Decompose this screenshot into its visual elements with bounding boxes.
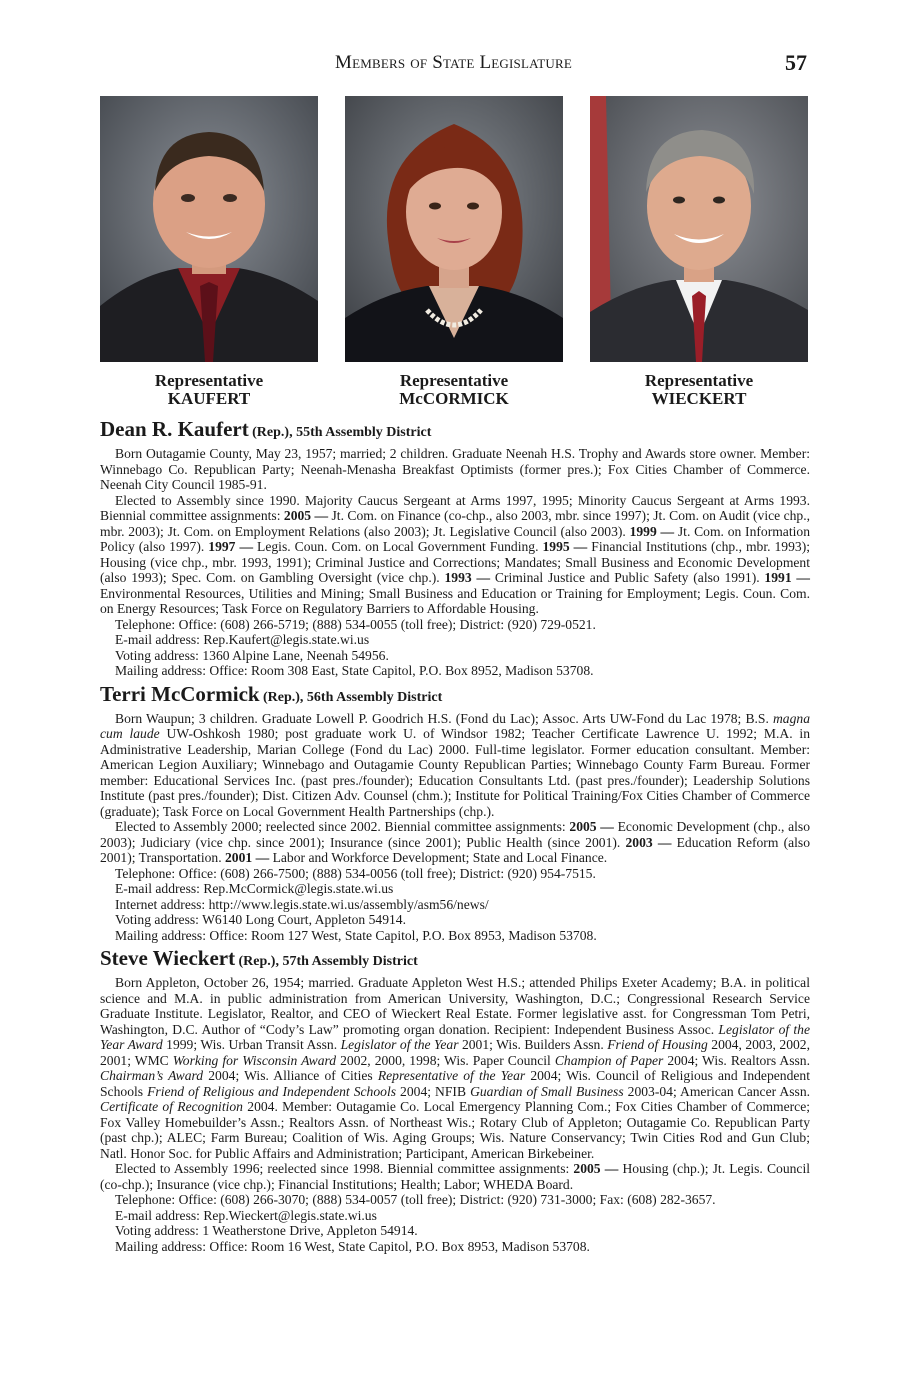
portrait-caption-kaufert: [100, 372, 318, 408]
member-email: E-mail address: Rep.McCormick@legis.state.wi.us: [115, 881, 394, 896]
member-party-district: (Rep.), 55th Assembly District: [252, 425, 432, 440]
portrait-card-mccormick: [345, 96, 563, 408]
member-bio: Born Appleton, October 26, 1954; married. Graduate Appleton West H.S.; attended Philips Exeter Academy; B.A. in political science and M.A. in public administration from American University, Washington, D.C.; Congressional Research Service Graduate Institute. Legislator, Realtor, and CEO of Wieckert Real Estate. Former legislative asst. for Congressman Tom Petri, Washington, D.C. Author of “Cody’s Law” promoting organ donation. Recipient: Independent Business Assoc. Legislator of the Year Award 1999; Wis. Urban Transit Assn. Legislator of the Year 2001; Wis. Builders Assn. Friend of Housing 2004, 2003, 2002, 2001; WMC Working for Wisconsin Award 2002, 2000, 1998; Wis. Paper Council Champion of Paper 2004; Wis. Realtors Assn. Chairman’s Award 2004; Wis. Alliance of Cities Representative of the Year 2004; Wis. Council of Religious and Independent Schools Friend of Religious and Independent Schools 2004; NFIB Guardian of Small Business 2003-04; American Cancer Assn. Certificate of Recognition 2004. Member: Outagamie Co. Local Emergency Planning Com.; Fox Cities Chamber of Commerce; Fox Valley Homebuilder’s Assn.; Realtors Assn. of Northeast Wis.; Rotary Club of Appleton; Outagamie Co. Republican Party (past chp.); ALEC; Farm Bureau; Coalition of Wis. Aging Groups; Wis. Nature Conservancy; Twin Cities Rod and Gun Club; Natl. Honor Soc. for Public Affairs and Administration; Participant, American Birkebeiner.: [100, 975, 811, 1161]
portrait-card-wieckert: [590, 96, 808, 408]
member-heading: [100, 947, 810, 973]
portrait-photo-mccormick: [345, 96, 563, 362]
member-internet-address: Internet address: http://www.legis.state.wi.us/assembly/asm56/news/: [115, 896, 489, 912]
member-party-district: (Rep.), 57th Assembly District: [238, 954, 418, 969]
member-entry-mccormick: [100, 683, 810, 944]
biography-content: [100, 414, 810, 1254]
member-bio: Born Waupun; 3 children. Graduate Lowell P. Goodrich H.S. (Fond du Lac); Assoc. Arts UW-Fond du Lac 1978; B.S. magna cum laude UW-Oshkosh 1980; post graduate work U. of Windsor 1982; Teacher Certificate Lawrence U. 1992; M.A. in Administrative Leadership, Marian College (Fond du Lac) 2000. Full-time legislator. Former education consultant. Member: American Legion Auxiliary; Winnebago and Outagamie County Republican Parties; Winnebago County Farm Bureau. Former member: Educational Services Inc. (past pres./founder); Education Consultants Ltd. (past pres./founder); Leadership Solutions Institute (past pres./founder); Dist. Citizen Adv. Counsel (chm.); Institute for Political Training/Fox Cities Chamber of Commerce (graduate); Task Force on Local Government Health Partnerships (chp.).: [100, 710, 811, 819]
portrait-image: [345, 96, 563, 362]
member-telephone: Telephone: Office: (608) 266-5719; (888) 534-0055 (toll free); District: (920) 729-0521.: [115, 616, 596, 632]
member-email: E-mail address: Rep.Kaufert@legis.state.wi.us: [115, 632, 370, 647]
member-mailing-address: Mailing address: Office: Room 308 East, State Capitol, P.O. Box 8952, Madison 53708.: [115, 663, 594, 678]
page-number: 57: [785, 50, 807, 75]
member-bio: Born Outagamie County, May 23, 1957; married; 2 children. Graduate Neenah H.S. Trophy and Awards store owner. Member: Winnebago Co. Republican Party; Neenah-Menasha Breakfast Optimists (former pres.); Fox Cities Chamber of Commerce. Neenah City Council 1985-91.: [100, 446, 810, 492]
caption-title: Representative: [399, 371, 509, 390]
member-mailing-address: Mailing address: Office: Room 127 West, State Capitol, P.O. Box 8953, Madison 53708.: [115, 927, 597, 943]
running-title: Members of State Legislature: [335, 52, 572, 73]
member-telephone: Telephone: Office: (608) 266-7500; (888) 534-0056 (toll free); District: (920) 954-7515.: [115, 865, 596, 881]
member-service: Elected to Assembly 2000; reelected since 2002. Biennial committee assignments: 2005 — Economic Development (chp., also 2003); Judiciary (vice chp. since 2001); Insurance (since 2001); Public Health (since 2001). 2003 — Education Reform (also 2001); Transportation. 2001 — Labor and Workforce Development; State and Local Finance.: [100, 819, 810, 865]
portrait-photo-kaufert: [100, 96, 318, 362]
member-entry-kaufert: [100, 418, 810, 679]
member-service: Elected to Assembly since 1990. Majority Caucus Sergeant at Arms 1997, 1995; Minority Caucus Sergeant at Arms 1993. Biennial committee assignments: 2005 — Jt. Com. on Finance (co-chp., also 2003, mbr. since 1997); Jt. Com. on Audit (vice chp., mbr. 2003); Jt. Com. on Employment Relations (also 2003); Jt. Legislative Council (also 2003). 1999 — Jt. Com. on Information Policy (also 1997). 1997 — Legis. Coun. Com. on Local Government Funding. 1995 — Financial Institutions (chp., mbr. 1993); Housing (vice chp., mbr. 1993, 1991); Criminal Justice and Corrections; Mandates; Small Business and Economic Development (also 1993); Spec. Com. on Gambling Oversight (vice chp.). 1993 — Criminal Justice and Public Safety (also 1991). 1991 — Environmental Resources, Utilities and Mining; Small Business and Education or Training for Employment; Legis. Coun. Com. on Energy Resources; Task Force on Regulatory Barriers to Affordable Housing.: [100, 492, 811, 616]
member-voting-address: Voting address: 1360 Alpine Lane, Neenah 54956.: [115, 647, 389, 663]
portrait-caption-mccormick: [345, 372, 563, 408]
member-service: Elected to Assembly 1996; reelected since 1998. Biennial committee assignments: 2005 — Housing (chp.); Jt. Legis. Council (co-chp.); Insurance (vice chp.); Financial Institutions; Health; Labor; WHEDA Board.: [100, 1161, 810, 1192]
member-name: Dean R. Kaufert: [100, 417, 249, 441]
member-name: Terri McCormick: [100, 681, 260, 706]
caption-surname: McCORMICK: [399, 389, 509, 408]
portrait-card-kaufert: [100, 96, 318, 408]
member-mailing-address: Mailing address: Office: Room 16 West, State Capitol, P.O. Box 8953, Madison 53708.: [115, 1238, 590, 1254]
portrait-row: [100, 96, 810, 408]
member-name: Steve Wieckert: [100, 946, 236, 970]
member-voting-address: Voting address: W6140 Long Court, Appleton 54914.: [115, 912, 406, 927]
member-email: E-mail address: Rep.Wieckert@legis.state.wi.us: [115, 1207, 377, 1223]
page-header: [0, 52, 907, 80]
portrait-caption-wieckert: [590, 372, 808, 408]
member-heading: [100, 683, 810, 709]
member-party-district: (Rep.), 56th Assembly District: [263, 689, 443, 705]
member-entry-wieckert: [100, 947, 810, 1254]
caption-title: Representative: [154, 371, 264, 390]
member-telephone: Telephone: Office: (608) 266-3070; (888) 534-0057 (toll free); District: (920) 731-3000; Fax: (608) 282-3657.: [115, 1192, 716, 1207]
portrait-photo-wieckert: [590, 96, 808, 362]
caption-surname: KAUFERT: [167, 389, 251, 408]
member-heading: [100, 418, 810, 444]
caption-surname: WIECKERT: [651, 389, 747, 408]
member-voting-address: Voting address: 1 Weatherstone Drive, Appleton 54914.: [115, 1223, 418, 1238]
portrait-image: [590, 96, 808, 362]
caption-title: Representative: [644, 371, 754, 390]
portrait-image: [100, 96, 318, 362]
